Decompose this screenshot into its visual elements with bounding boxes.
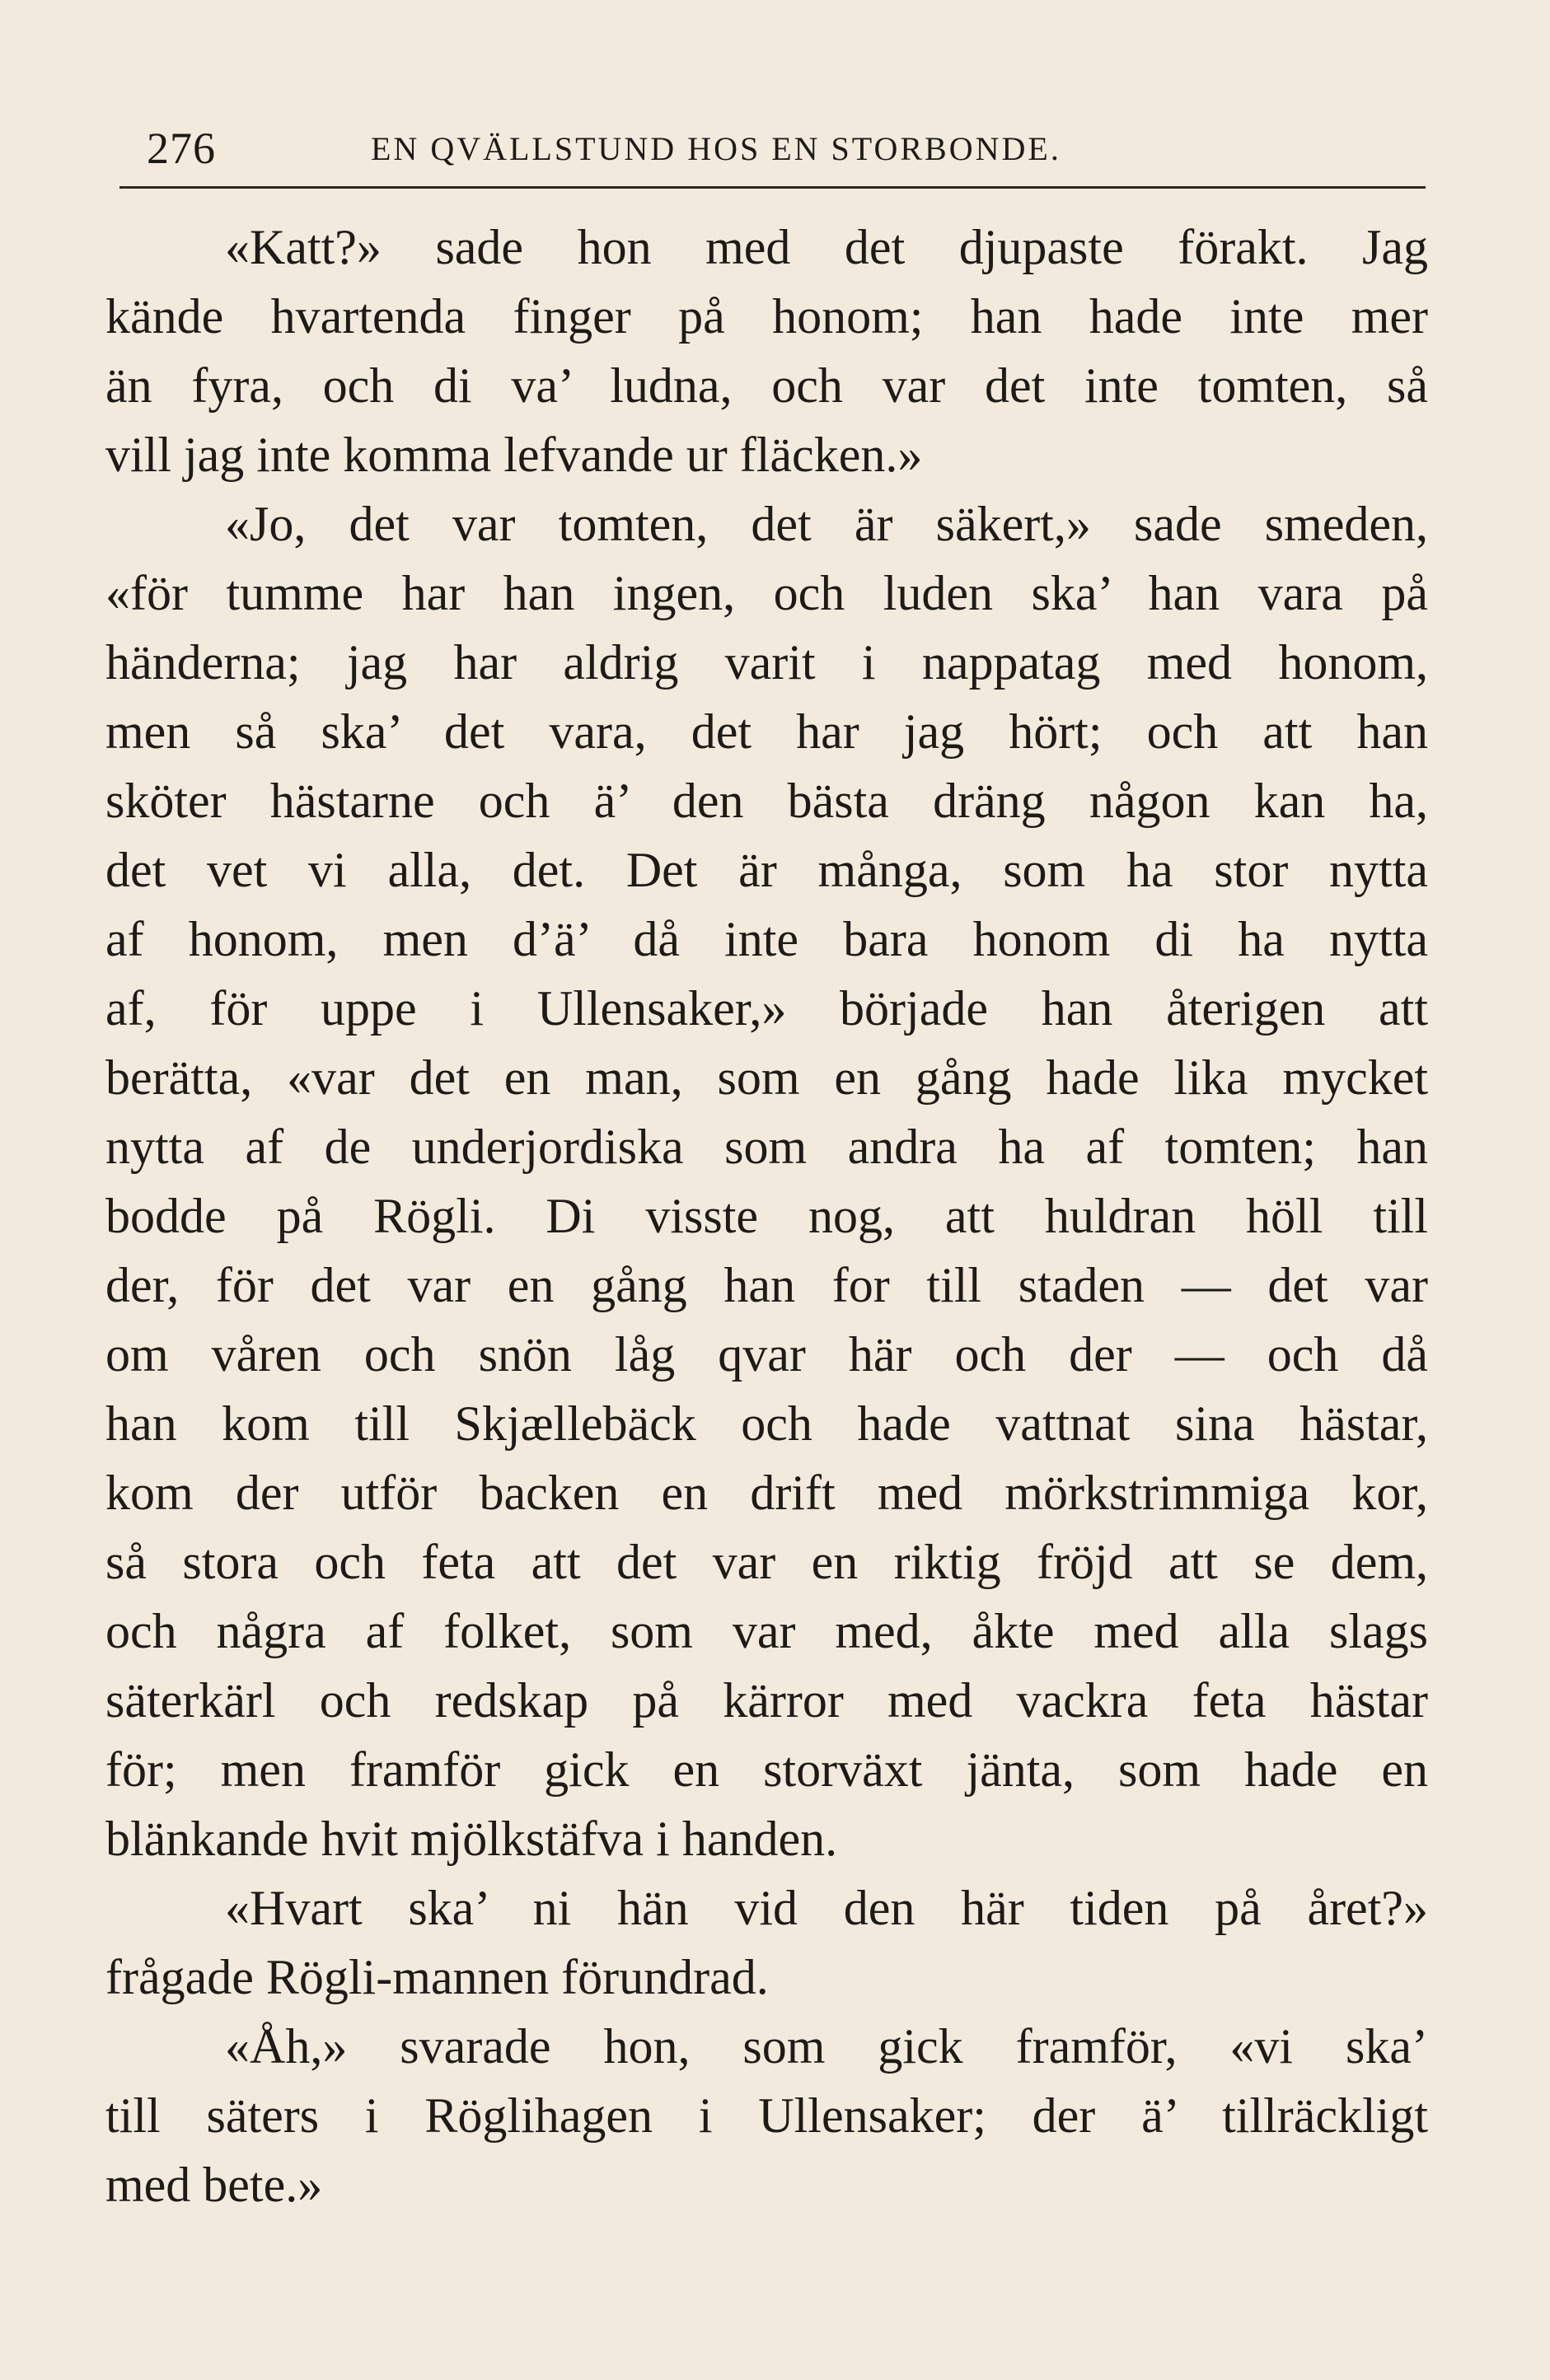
text-line: berätta, «var det en man, som en gång hade lika mycket: [105, 1050, 1428, 1105]
text-line: «Katt?» sade hon med det djupaste förakt. Jag: [225, 220, 1428, 274]
text-line: än fyra, och di va’ ludna, och var det inte tomten, så: [105, 358, 1428, 413]
text-line: för; men framför gick en storväxt jänta, som hade en: [105, 1742, 1428, 1797]
text-line: det vet vi alla, det. Det är många, som ha stor nytta: [105, 843, 1428, 897]
text-line: «för tumme har han ingen, och luden ska’ han vara på: [105, 566, 1428, 620]
text-line: af, för uppe i Ullensaker,» började han återigen att: [105, 981, 1428, 1036]
text-line: och några af folket, som var med, åkte med alla slags: [105, 1604, 1428, 1658]
text-line: om våren och snön låg qvar här och der — och då: [105, 1327, 1428, 1382]
text-line: af honom, men d’ä’ då inte bara honom di ha nytta: [105, 912, 1428, 966]
text-line: frågade Rögli-mannen förundrad.: [105, 1950, 769, 2004]
text-line: kände hvartenda finger på honom; han hade inte mer: [105, 289, 1428, 344]
text-line: nytta af de underjordiska som andra ha af tomten; han: [105, 1120, 1428, 1174]
text-line: «Åh,» svarade hon, som gick framför, «vi ska’: [225, 2019, 1428, 2074]
text-line: men så ska’ det vara, det har jag hört; och att han: [105, 704, 1428, 759]
text-line: händerna; jag har aldrig varit i nappatag med honom,: [105, 635, 1428, 690]
text-line: han kom till Skjællebäck och hade vattnat sina hästar,: [105, 1396, 1428, 1451]
text-line: bodde på Rögli. Di visste nog, att huldran höll till: [105, 1189, 1428, 1243]
header-rule: [119, 186, 1426, 189]
page-header: [132, 124, 1426, 173]
text-line: blänkande hvit mjölkstäfva i handen.: [105, 1812, 838, 1866]
text-line: med bete.»: [105, 2158, 323, 2212]
text-line: kom der utför backen en drift med mörkstrimmiga kor,: [105, 1466, 1428, 1520]
text-line: så stora och feta att det var en riktig fröjd att se dem,: [105, 1535, 1428, 1589]
running-head: EN QVÄLLSTUND HOS EN STORBONDE.: [371, 130, 1061, 167]
text-line: vill jag inte komma lefvande ur fläcken.»: [105, 428, 923, 482]
text-line: der, för det var en gång han for till staden — det var: [105, 1258, 1428, 1312]
text-line: sköter hästarne och ä’ den bästa dräng någon kan ha,: [105, 774, 1428, 828]
page-number: 276: [147, 124, 216, 173]
text-line: till säters i Röglihagen i Ullensaker; der ä’ tillräckligt: [105, 2088, 1428, 2143]
text-line: säterkärl och redskap på kärror med vackra feta hästar: [105, 1673, 1428, 1728]
text-line: «Jo, det var tomten, det är säkert,» sade smeden,: [225, 497, 1428, 551]
body-text: [105, 213, 1428, 2219]
text-line: «Hvart ska’ ni hän vid den här tiden på året?»: [225, 1881, 1428, 1935]
